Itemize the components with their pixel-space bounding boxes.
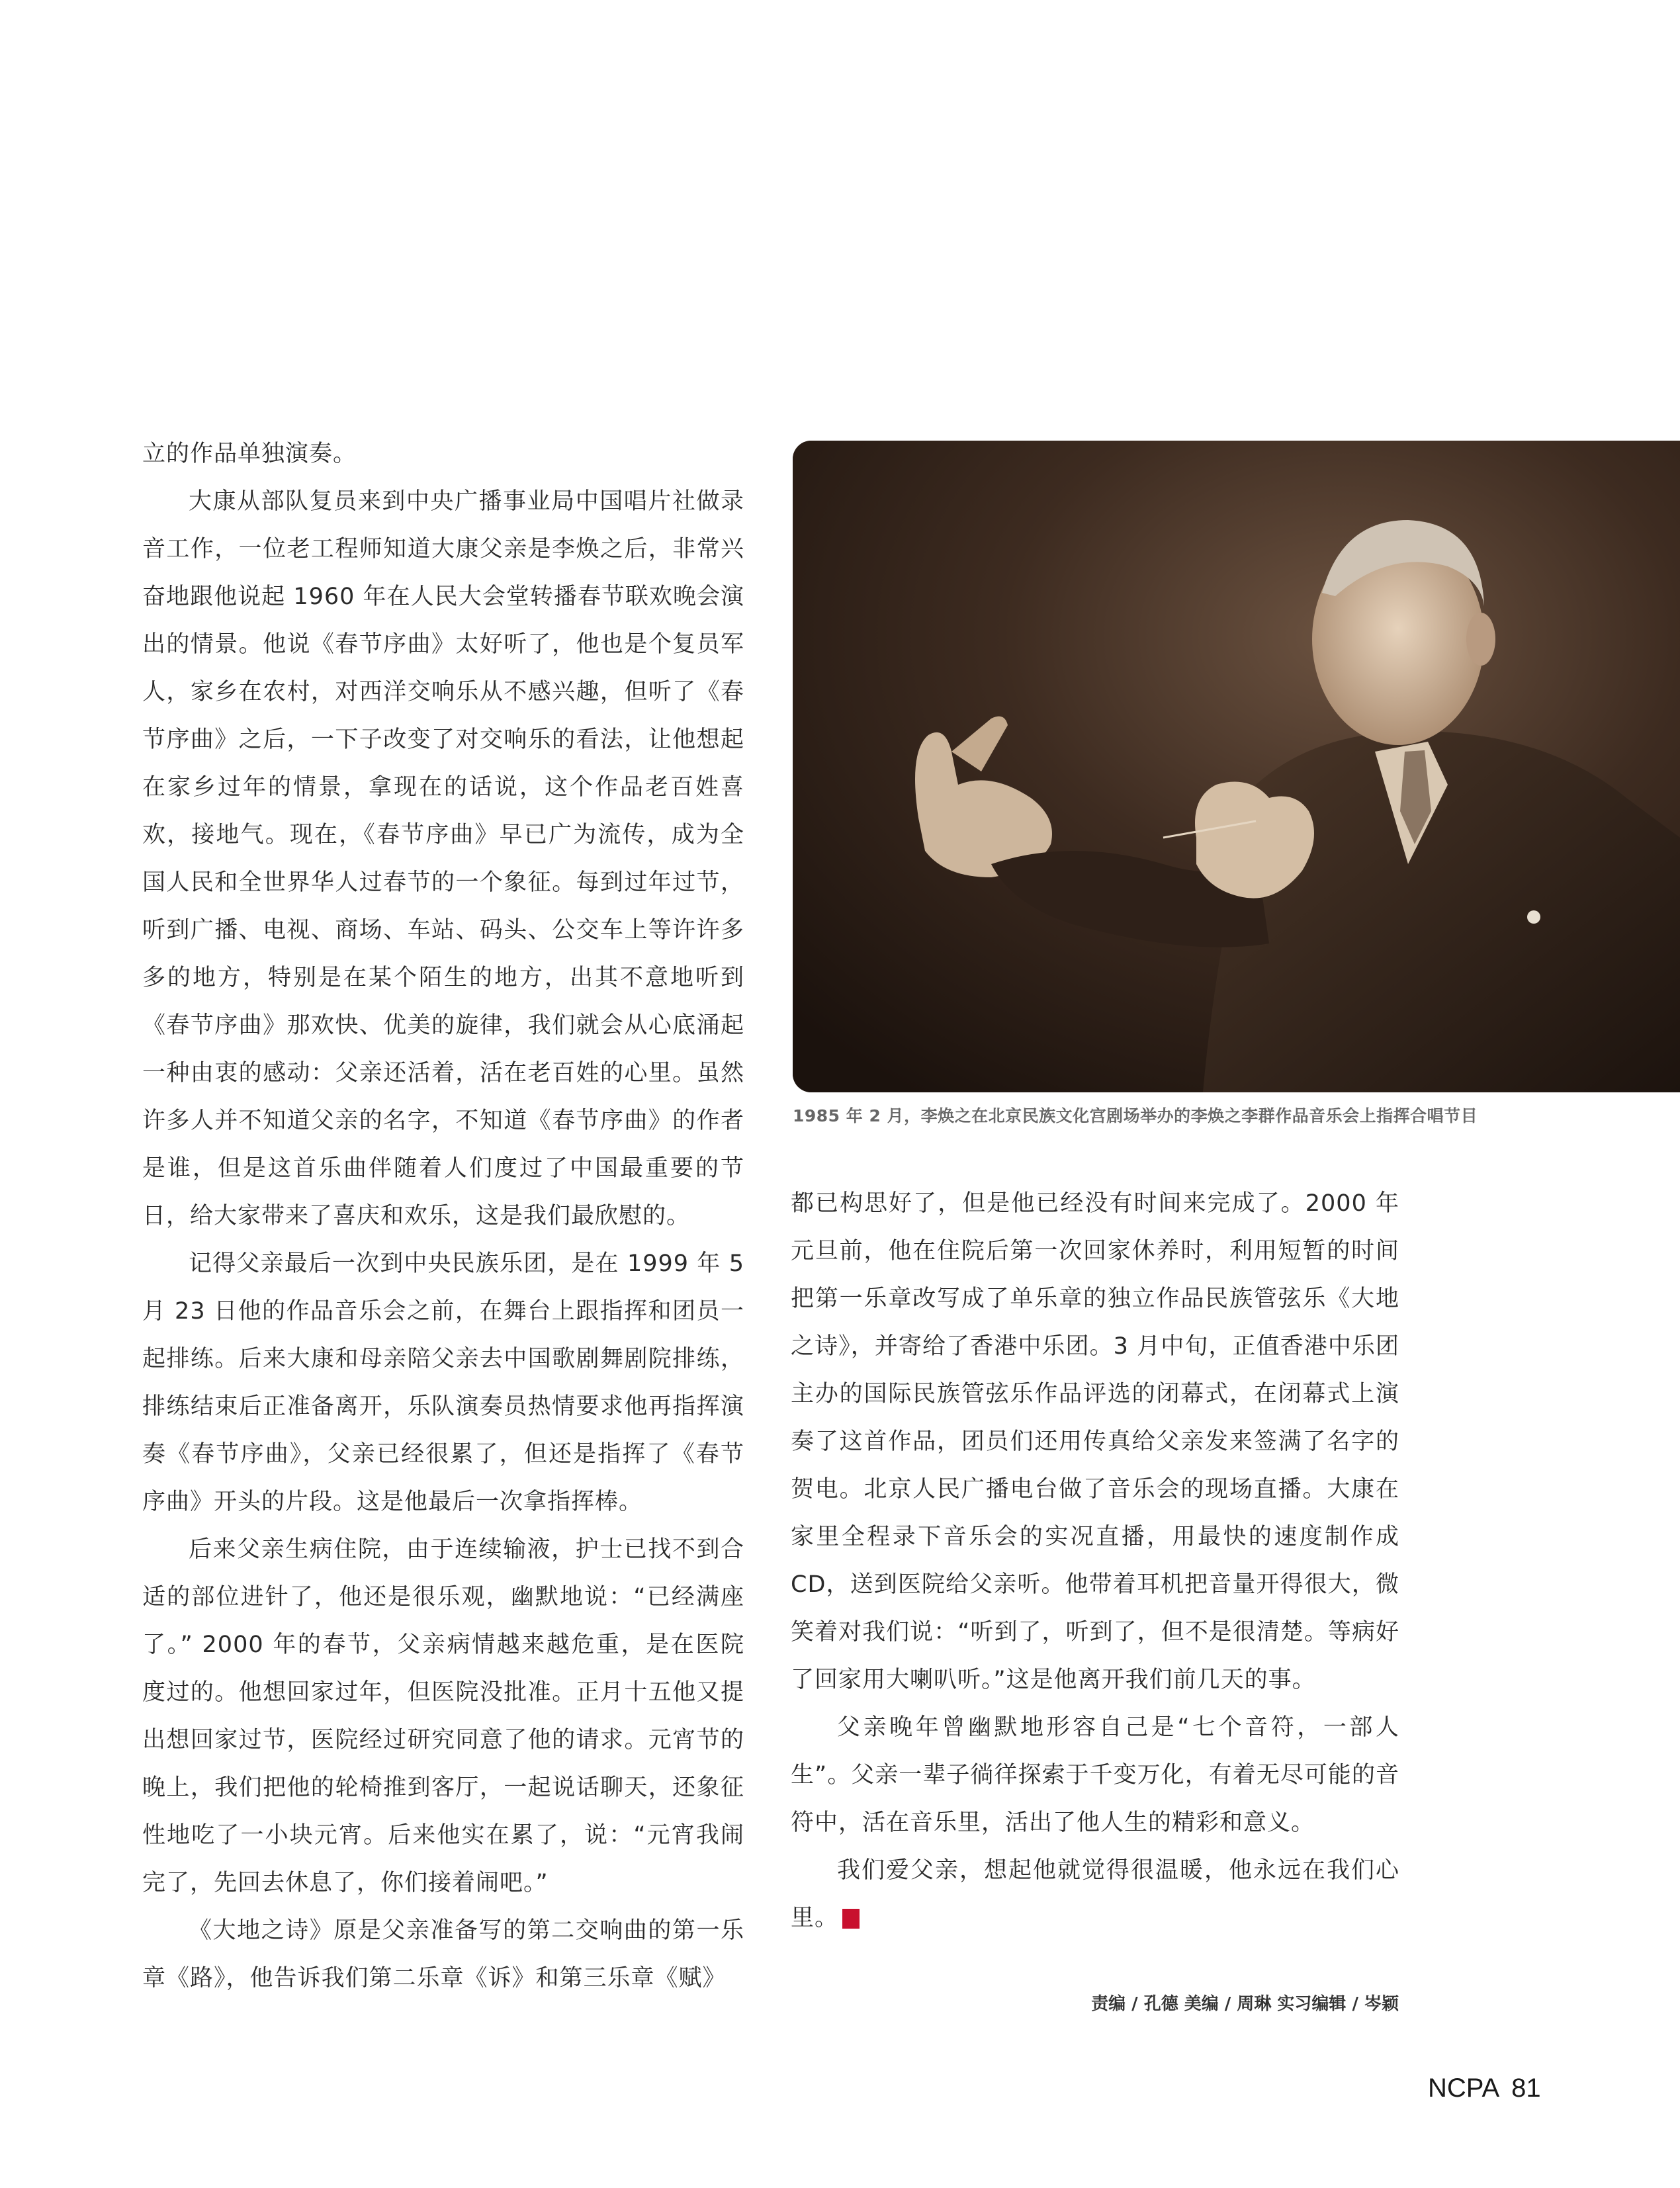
conductor-photo — [793, 441, 1680, 1092]
paragraph: 都已构思好了，但是他已经没有时间来完成了。2000 年元旦前，他在住院后第一次回家休养时，利用短暂的时间把第一乐章改写成了单乐章的独立作品民族管弦乐《大地之诗》，并寄给了香港中乐团。3 月中旬，正值香港中乐团主办的国际民族管弦乐作品评选的闭幕式，在闭幕式上演奏了这首作品，团员们还用传真给父亲发来签满了名字的贺电。北京人民广播电台做了音乐会的现场直播。大康在家里全程录下音乐会的实况直播，用最快的速度制作成 CD，送到医院给父亲听。他带着耳机把音量开得很大，微笑着对我们说：“听到了，听到了，但不是很清楚。等病好了回家用大喇叭听。”这是他离开我们前几天的事。 — [791, 1190, 1399, 1693]
article-column-left — [142, 430, 744, 2002]
paragraph — [791, 1847, 1399, 1942]
paragraph: 后来父亲生病住院，由于连续输液，护士已找不到合适的部位进针了，他还是很乐观，幽默地说：“已经满座了。” 2000 年的春节，父亲病情越来越危重，是在医院度过的。他想回家过年，但医院没批准。正月十五他又提出想回家过节，医院经过研究同意了他的请求。元宵节的晚上，我们把他的轮椅推到客厅，一起说话聊天，还象征性地吃了一小块元宵。后来他实在累了，说：“元宵我闹完了，先回去休息了，你们接着闹吧。” — [142, 1536, 744, 1896]
paragraph: 记得父亲最后一次到中央民族乐团，是在 1999 年 5 月 23 日他的作品音乐会之前，在舞台上跟指挥和团员一起排练。后来大康和母亲陪父亲去中国歌剧舞剧院排练，排练结束后正准备离开，乐队演奏员热情要求他再指挥演奏《春节序曲》，父亲已经很累了，但还是指挥了《春节序曲》开头的片段。这是他最后一次拿指挥棒。 — [142, 1250, 744, 1515]
paragraph: 父亲晚年曾幽默地形容自己是“七个音符，一部人生”。父亲一辈子徜徉探索于千变万化，有着无尽可能的音符中，活在音乐里，活出了他人生的精彩和意义。 — [791, 1714, 1399, 1836]
paragraph: 《大地之诗》原是父亲准备写的第二交响曲的第一乐章《路》，他告诉我们第二乐章《诉》和第三乐章《赋》 — [142, 1917, 744, 1991]
page-footer — [1428, 2074, 1541, 2103]
photo-caption: 1985 年 2 月，李焕之在北京民族文化宫剧场举办的李焕之李群作品音乐会上指挥合唱节目 — [793, 1106, 1478, 1125]
magazine-name: NCPA — [1428, 2074, 1500, 2103]
end-mark-icon: NCPA — [842, 1909, 860, 1929]
paragraph: 大康从部队复员来到中央广播事业局中国唱片社做录音工作，一位老工程师知道大康父亲是李焕之后，非常兴奋地跟他说起 1960 年在人民大会堂转播春节联欢晚会演出的情景。他说《春节序曲》太好听了，他也是个复员军人，家乡在农村，对西洋交响乐从不感兴趣，但听了《春节序曲》之后，一下子改变了对交响乐的看法，让他想起在家乡过年的情景，拿现在的话说，这个作品老百姓喜欢，接地气。现在，《春节序曲》早已广为流传，成为全国人民和全世界华人过春节的一个象征。每到过年过节，听到广播、电视、商场、车站、码头、公交车上等许许多多的地方，特别是在某个陌生的地方，出其不意地听到《春节序曲》那欢快、优美的旋律，我们就会从心底涌起一种由衷的感动：父亲还活着，活在老百姓的心里。虽然许多人并不知道父亲的名字，不知道《春节序曲》的作者是谁，但是这首乐曲伴随着人们度过了中国最重要的节日，给大家带来了喜庆和欢乐，这是我们最欣慰的。 — [142, 488, 744, 1229]
paragraph-text: 我们爱父亲，想起他就觉得很温暖，他永远在我们心里。 — [791, 1857, 1399, 1931]
editor-credits: 责编 / 孔德 美编 / 周琳 实习编辑 / 岑颖 — [1091, 1994, 1399, 2014]
page-number: 81 — [1511, 2074, 1541, 2103]
article-column-right — [791, 1180, 1399, 1942]
paragraph: 立的作品单独演奏。 — [142, 441, 357, 467]
